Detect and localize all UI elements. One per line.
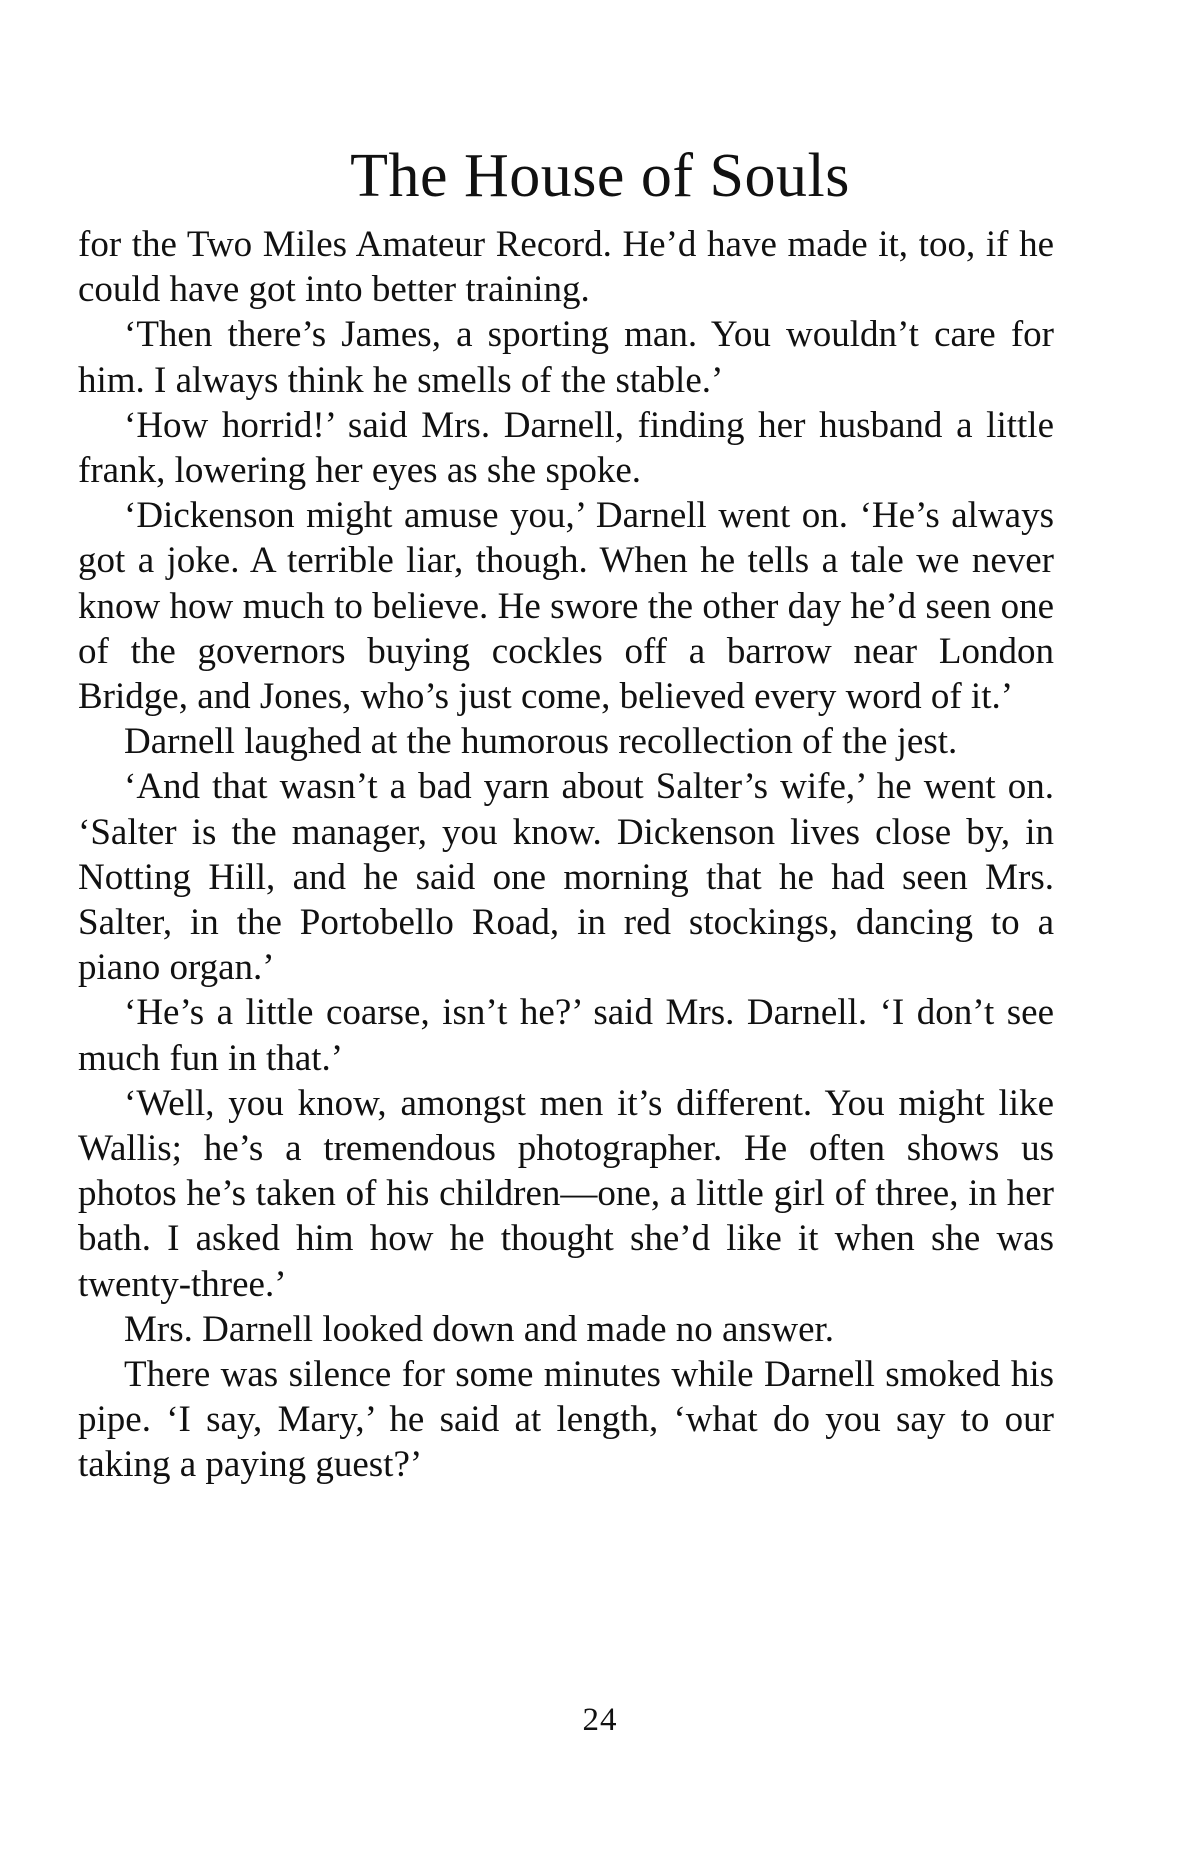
paragraph: ‘Dickenson might amuse you,’ Darnell went on. ‘He’s always got a joke. A terrible liar, though. When he tells a tale we never know how much to believe. He swore the other day he’d seen one of the governors buying cockles off a barrow near London Bridge, and Jones, who’s just come, believed every word of it.’ (78, 495, 1054, 718)
body-text (78, 222, 1054, 1488)
paragraph: Darnell laughed at the humorous recollection of the jest. (124, 721, 958, 763)
paragraph: There was silence for some minutes while Darnell smoked his pipe. ‘I say, Mary,’ he said at length, ‘what do you say to our taking a paying guest?’ (78, 1354, 1054, 1486)
paragraph: ‘He’s a little coarse, isn’t he?’ said Mrs. Darnell. ‘I don’t see much fun in that.’ (78, 992, 1054, 1079)
running-head-title: The House of Souls (350, 142, 850, 210)
paragraph: ‘Then there’s James, a sporting man. You wouldn’t care for him. I always think he smells of the stable.’ (78, 314, 1054, 401)
paragraph: ‘Well, you know, amongst men it’s different. You might like Wallis; he’s a tremendous photographer. He often shows us photos he’s taken of his children—one, a little girl of three, in her bath. I asked him how he thought she’d like it when she was twenty-three.’ (78, 1082, 1054, 1305)
paragraph: ‘And that wasn’t a bad yarn about Salter’s wife,’ he went on. ‘Salter is the manager, you know. Dickenson lives close by, in Notting Hill, and he said one morning that he had seen Mrs. Salter, in the Portobello Road, in red stockings, dancing to a piano organ.’ (78, 766, 1054, 989)
paragraph-continuation: for the Two Miles Amateur Record. He’d have made it, too, if he could have got into better training. (78, 224, 1054, 311)
page-number: 24 (582, 1702, 618, 1738)
paragraph: ‘How horrid!’ said Mrs. Darnell, finding her husband a little frank, lowering her eyes as she spoke. (78, 404, 1054, 492)
paragraph: Mrs. Darnell looked down and made no answer. (124, 1308, 835, 1350)
